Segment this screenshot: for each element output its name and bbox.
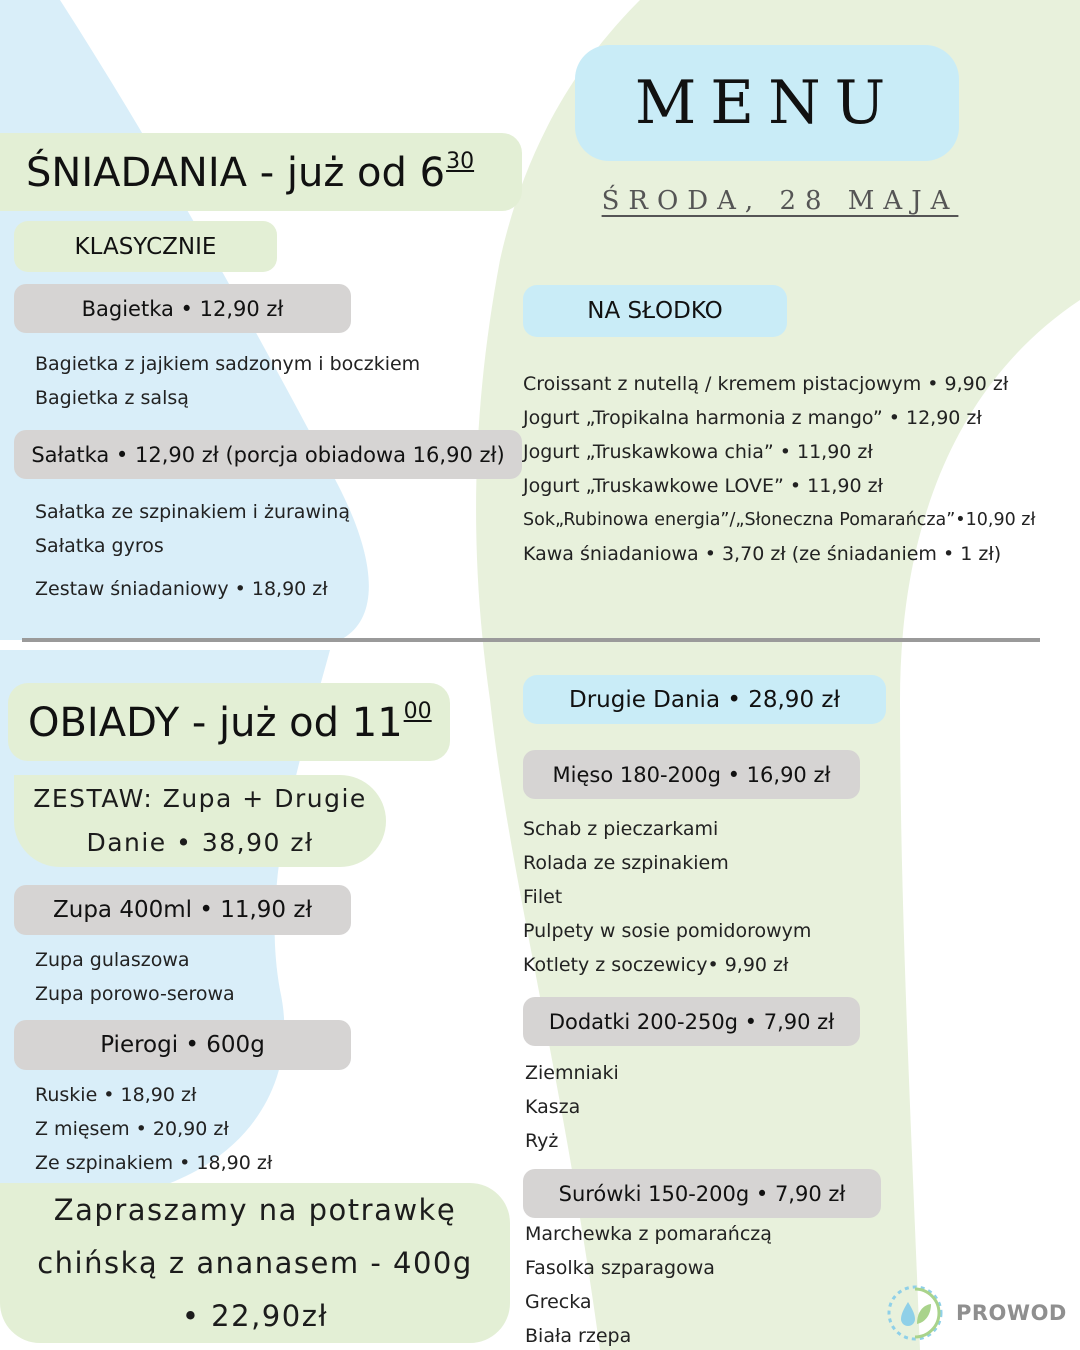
section-divider <box>22 638 1040 642</box>
list-item: Zupa porowo-serowa <box>35 983 235 1005</box>
list-item: Bagietka z salsą <box>35 387 189 409</box>
classic-label-box <box>14 221 277 272</box>
breakfast-heading-box <box>0 133 522 211</box>
list-item: Jogurt „Truskawkowa chia” • 11,90 zł <box>523 441 873 463</box>
list-item: Ruskie • 18,90 zł <box>35 1084 197 1106</box>
menu-title: MENU <box>634 68 900 138</box>
pierogi-title-box <box>14 1020 351 1070</box>
list-item: Kawa śniadaniowa • 3,70 zł (ze śniadaniem • 1 zł) <box>523 543 1002 565</box>
menu-date: ŚRODA, 28 MAJA <box>601 186 959 216</box>
classic-label: KLASYCZNIE <box>74 233 217 260</box>
list-item: Marchewka z pomarańczą <box>525 1223 772 1245</box>
list-item: Sałatka gyros <box>35 535 164 557</box>
lunch-heading-box <box>8 683 450 761</box>
sides-list <box>525 1056 619 1158</box>
water-drop-leaf-icon <box>886 1284 944 1342</box>
soup-title-box <box>14 885 351 935</box>
sides-title-box <box>523 997 860 1046</box>
list-item: Rolada ze szpinakiem <box>523 852 729 874</box>
list-item: Biała rzepa <box>525 1325 632 1347</box>
special-offer-box <box>0 1183 510 1343</box>
mains-title-box <box>523 675 886 724</box>
list-item: Bagietka z jajkiem sadzonym i boczkiem <box>35 353 421 375</box>
salads-title-box <box>523 1169 881 1218</box>
list-item: Schab z pieczarkami <box>523 818 719 840</box>
logo-name: PROWOD <box>956 1301 1067 1325</box>
pierogi-title: Pierogi • 600g <box>100 1032 265 1058</box>
baguette-title: Bagietka • 12,90 zł <box>81 296 284 321</box>
sides-title: Dodatki 200-250g • 7,90 zł <box>548 1009 835 1034</box>
list-item: Ryż <box>525 1130 559 1152</box>
sweet-label-box <box>523 285 787 337</box>
baguette-list <box>35 347 420 415</box>
list-item: Z mięsem • 20,90 zł <box>35 1118 229 1140</box>
lunch-heading: OBIADY - już od $11^{00}$ <box>28 698 432 746</box>
salad-list <box>35 495 350 563</box>
sweet-label: NA SŁODKO <box>587 298 723 324</box>
list-item: Ze szpinakiem • 18,90 zł <box>35 1152 273 1174</box>
baguette-title-box <box>14 284 351 333</box>
list-item: Fasolka szparagowa <box>525 1257 715 1279</box>
sweet-list <box>523 367 1035 571</box>
pierogi-list <box>35 1078 272 1180</box>
prowod-logo <box>886 1284 1067 1342</box>
soup-title: Zupa 400ml • 11,90 zł <box>53 897 312 923</box>
list-item: Zupa gulaszowa <box>35 949 190 971</box>
list-item: Pulpety w sosie pomidorowym <box>523 920 812 942</box>
list-item: Jogurt „Truskawkowe LOVE” • 11,90 zł <box>523 475 883 497</box>
salads-title: Surówki 150-200g • 7,90 zł <box>558 1181 846 1206</box>
mains-title: Drugie Dania • 28,90 zł <box>568 686 840 713</box>
salads-list <box>525 1217 772 1350</box>
salad-title-box <box>14 430 522 479</box>
special-line1: Zapraszamy na potrawkę <box>53 1192 457 1227</box>
list-item: Jogurt „Tropikalna harmonia z mango” • 12,90 zł <box>523 407 982 429</box>
breakfast-set: Zestaw śniadaniowy • 18,90 zł <box>35 578 328 600</box>
lunch-set-line2: Danie • 38,90 zł <box>86 828 314 857</box>
list-item: Sałatka ze szpinakiem i żurawiną <box>35 501 350 523</box>
soup-list <box>35 943 235 1011</box>
list-item: Ziemniaki <box>525 1062 619 1084</box>
special-line3: • 22,90zł <box>181 1298 329 1333</box>
list-item: Filet <box>523 886 563 908</box>
meat-title: Mięso 180-200g • 16,90 zł <box>552 762 831 787</box>
list-item: Croissant z nutellą / kremem pistacjowym • 9,90 zł <box>523 373 1009 395</box>
list-item: Kotlety z soczewicy• 9,90 zł <box>523 954 789 976</box>
list-item: Sok„Rubinowa energia”/„Słoneczna Pomarańcza”•10,90 zł <box>523 510 1036 530</box>
lunch-set-line1: ZESTAW: Zupa + Drugie <box>33 784 367 813</box>
lunch-set-box <box>14 775 386 867</box>
special-line2: chińską z ananasem - 400g <box>37 1245 473 1280</box>
list-item: Grecka <box>525 1291 592 1313</box>
salad-title: Sałatka • 12,90 zł (porcja obiadowa 16,90 zł) <box>31 442 505 467</box>
list-item: Kasza <box>525 1096 581 1118</box>
meat-title-box <box>523 750 860 799</box>
breakfast-heading: ŚNIADANIA - już od $6^{30}$ <box>26 148 475 196</box>
meat-list <box>523 812 811 982</box>
menu-title-box <box>575 45 959 161</box>
